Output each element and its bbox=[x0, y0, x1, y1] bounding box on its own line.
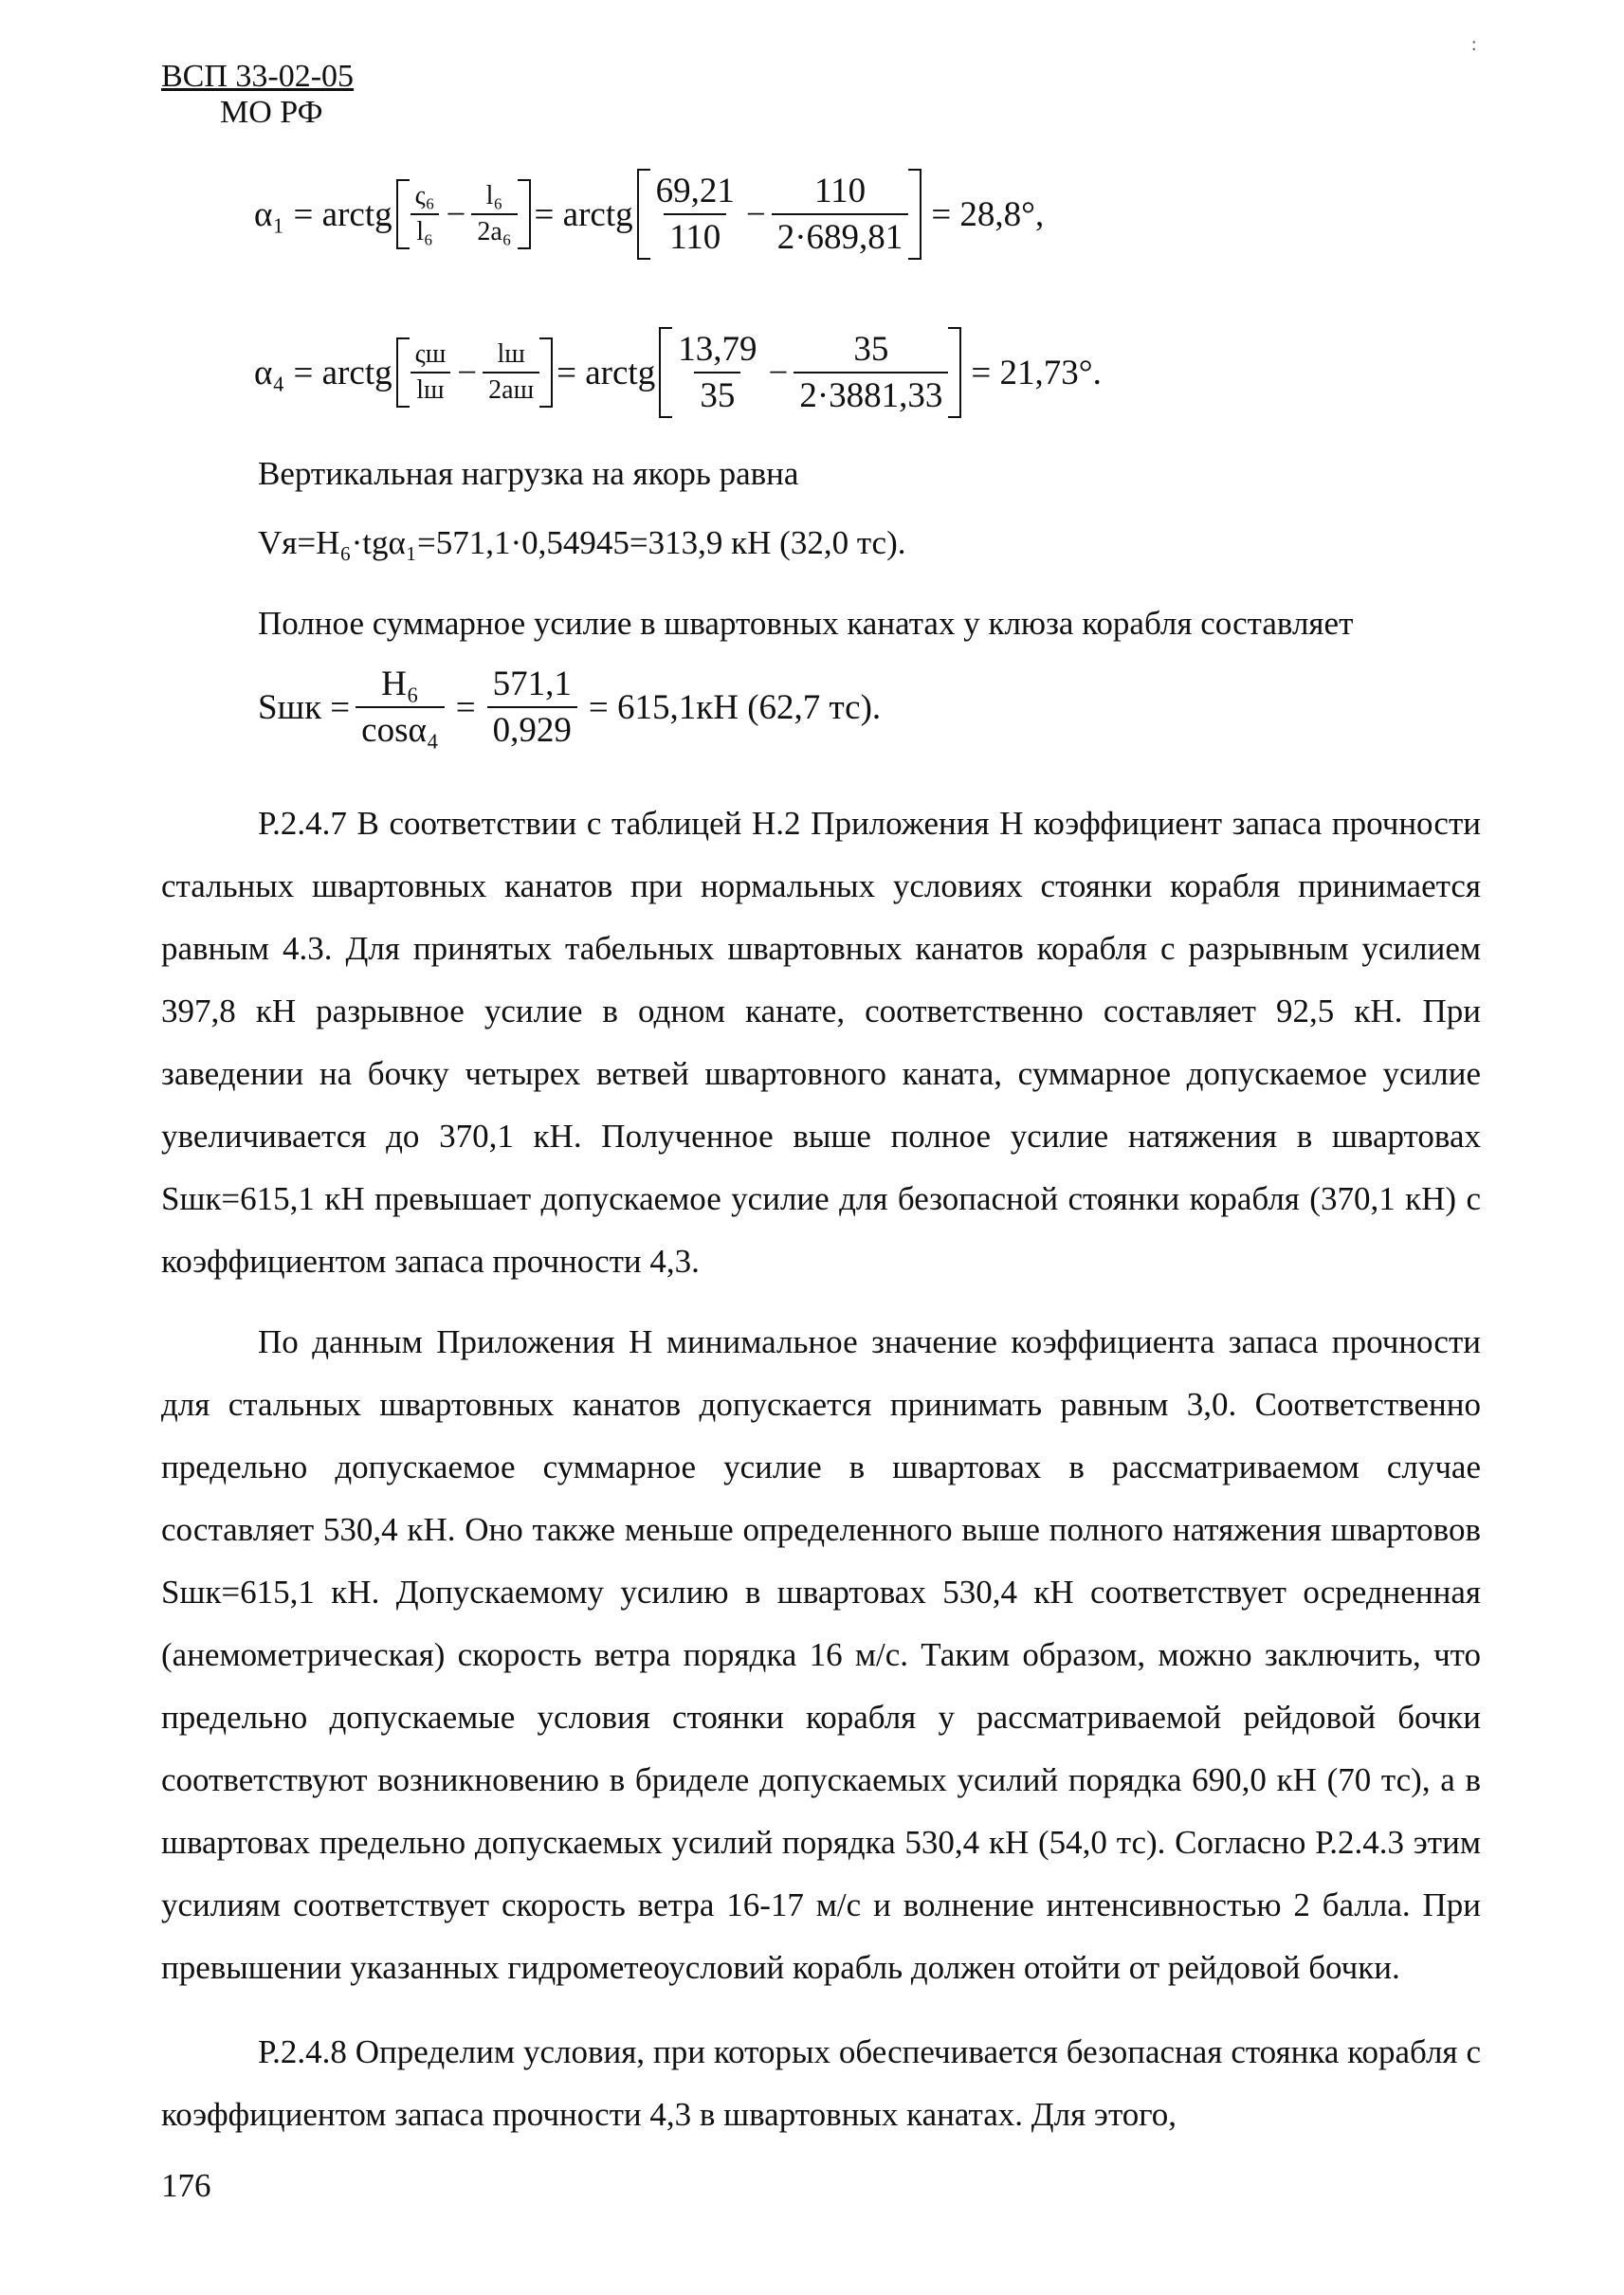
formula-lhs: Sшк = bbox=[258, 687, 351, 727]
fraction-numerator: 13,79 bbox=[678, 330, 757, 369]
formula-bracket bbox=[659, 327, 961, 418]
fraction-numerator: ς₆ bbox=[414, 181, 435, 210]
formula-bracket bbox=[396, 337, 554, 408]
fraction-numerator: ςш bbox=[414, 339, 447, 369]
formula-bracket bbox=[396, 179, 531, 249]
fraction-numerator: l₆ bbox=[485, 181, 503, 210]
formula-result: = 615,1кН (62,7 тс). bbox=[588, 687, 882, 727]
fraction-denominator: 35 bbox=[694, 372, 740, 416]
fraction-numerator: 35 bbox=[853, 330, 889, 369]
fraction-denominator: 2a₆ bbox=[471, 213, 517, 247]
text-vertical-load: Вертикальная нагрузка на якорь равна bbox=[258, 455, 799, 492]
fraction bbox=[471, 181, 517, 247]
formula-vertical-load: Vя=H₆·tgα₁=571,1·0,54945=313,9 кН (32,0 тс). bbox=[258, 524, 906, 561]
fraction bbox=[356, 664, 445, 751]
formula-mid: = arctg bbox=[534, 194, 633, 234]
formula-bracket bbox=[637, 169, 922, 260]
document-code: ВСП 33-02-05 bbox=[161, 59, 355, 94]
fraction-denominator: 110 bbox=[664, 213, 726, 258]
fraction bbox=[650, 171, 740, 258]
paragraph-text: Р.2.4.7 В соответствии с таблицей Н.2 Приложения Н коэффициент запаса прочности стальных швартовных канатов при нормальных условиях стоянки корабля принимается равным 4.3. Для принятых табельных швартовных канатов корабля с разрывным усилием 397,8 кН разрывное усилие в одном канате, соответственно составляет 92,5 кН. При заведении на бочку четырех ветвей швартовного каната, суммарное допускаемое усилие увеличивается до 370,1 кН. Полученное выше полное усилие натяжения в швартовах Sшк=615,1 кН превышает допускаемое усилие для безопасной стоянки корабля (370,1 кН) с коэффициентом запаса прочности 4,3. bbox=[161, 805, 1481, 1280]
fraction bbox=[410, 181, 441, 247]
page-number: 176 bbox=[161, 2167, 211, 2204]
formula-mid: = arctg bbox=[557, 353, 656, 392]
fraction-numerator: 571,1 bbox=[492, 665, 572, 703]
formula-s bbox=[258, 664, 886, 751]
minus-sign: − bbox=[457, 353, 478, 392]
fraction bbox=[772, 171, 909, 258]
organization: МО РФ bbox=[220, 95, 323, 130]
fraction-numerator: 110 bbox=[813, 172, 867, 210]
equals-sign: = bbox=[455, 687, 476, 727]
fraction bbox=[794, 329, 948, 416]
fraction-denominator: 2·689,81 bbox=[772, 213, 909, 258]
formula-alpha4 bbox=[254, 327, 1107, 418]
formula-lhs: α₄ = arctg bbox=[254, 353, 392, 392]
minus-sign: − bbox=[745, 194, 766, 234]
header bbox=[161, 59, 354, 131]
fraction-denominator: lш bbox=[411, 372, 449, 406]
text-full-force: Полное суммарное усилие в швартовных канатах у клюза корабля составляет bbox=[258, 605, 1354, 642]
formula-result: = 21,73°. bbox=[971, 353, 1102, 392]
fraction-denominator: 2aш bbox=[483, 372, 539, 406]
fraction-numerator: H₆ bbox=[381, 665, 419, 703]
minus-sign: − bbox=[768, 353, 789, 392]
formula-alpha1 bbox=[254, 169, 1049, 260]
fraction bbox=[672, 329, 762, 416]
minus-sign: − bbox=[446, 194, 466, 234]
paragraph-app-h bbox=[161, 1311, 1481, 1999]
fraction-numerator: lш bbox=[497, 339, 525, 369]
formula-lhs: α₁ = arctg bbox=[254, 194, 392, 234]
fraction bbox=[410, 339, 452, 406]
paragraph-p247 bbox=[161, 792, 1481, 1293]
fraction bbox=[483, 339, 539, 406]
fraction-denominator: l₆ bbox=[411, 213, 439, 247]
fraction-denominator: 0,929 bbox=[487, 706, 577, 751]
formula-result: = 28,8°, bbox=[931, 194, 1045, 234]
fraction-denominator: 2·3881,33 bbox=[794, 372, 948, 416]
fraction-denominator: cosα₄ bbox=[356, 706, 445, 751]
fraction-numerator: 69,21 bbox=[655, 172, 735, 210]
paragraph-text: По данным Приложения Н минимальное значение коэффициента запаса прочности для стальных швартовных канатов допускается принимать равным 3,0. Соответственно предельно допускаемое суммарное усилие в швартовах в рассматриваемом случае составляет 530,4 кН. Оно также меньше определенного выше полного натяжения швартовов Sшк=615,1 кН. Допускаемому усилию в швартовах 530,4 кН соответствует осредненная (анемометрическая) скорость ветра порядка 16 м/с. Таким образом, можно заключить, что предельно допускаемые условия стоянки корабля у рассматриваемой рейдовой бочки соответствуют возникновению в бриделе допускаемых усилий порядка 690,0 кН (70 тс), а в швартовах предельно допускаемых усилий порядка 530,4 кН (54,0 тс). Согласно Р.2.4.3 этим усилиям соответствует скорость ветра 16-17 м/с и волнение интенсивностью 2 балла. При превышении указанных гидрометеоусловий корабль должен отойти от рейдовой бочки. bbox=[161, 1323, 1481, 1986]
fraction bbox=[487, 664, 577, 751]
paragraph-p248 bbox=[161, 2021, 1481, 2146]
scan-mark: : bbox=[1471, 34, 1477, 55]
paragraph-text: Р.2.4.8 Определим условия, при которых обеспечивается безопасная стоянка корабля с коэффициентом запаса прочности 4,3 в швартовных канатах. Для этого, bbox=[161, 2033, 1481, 2133]
